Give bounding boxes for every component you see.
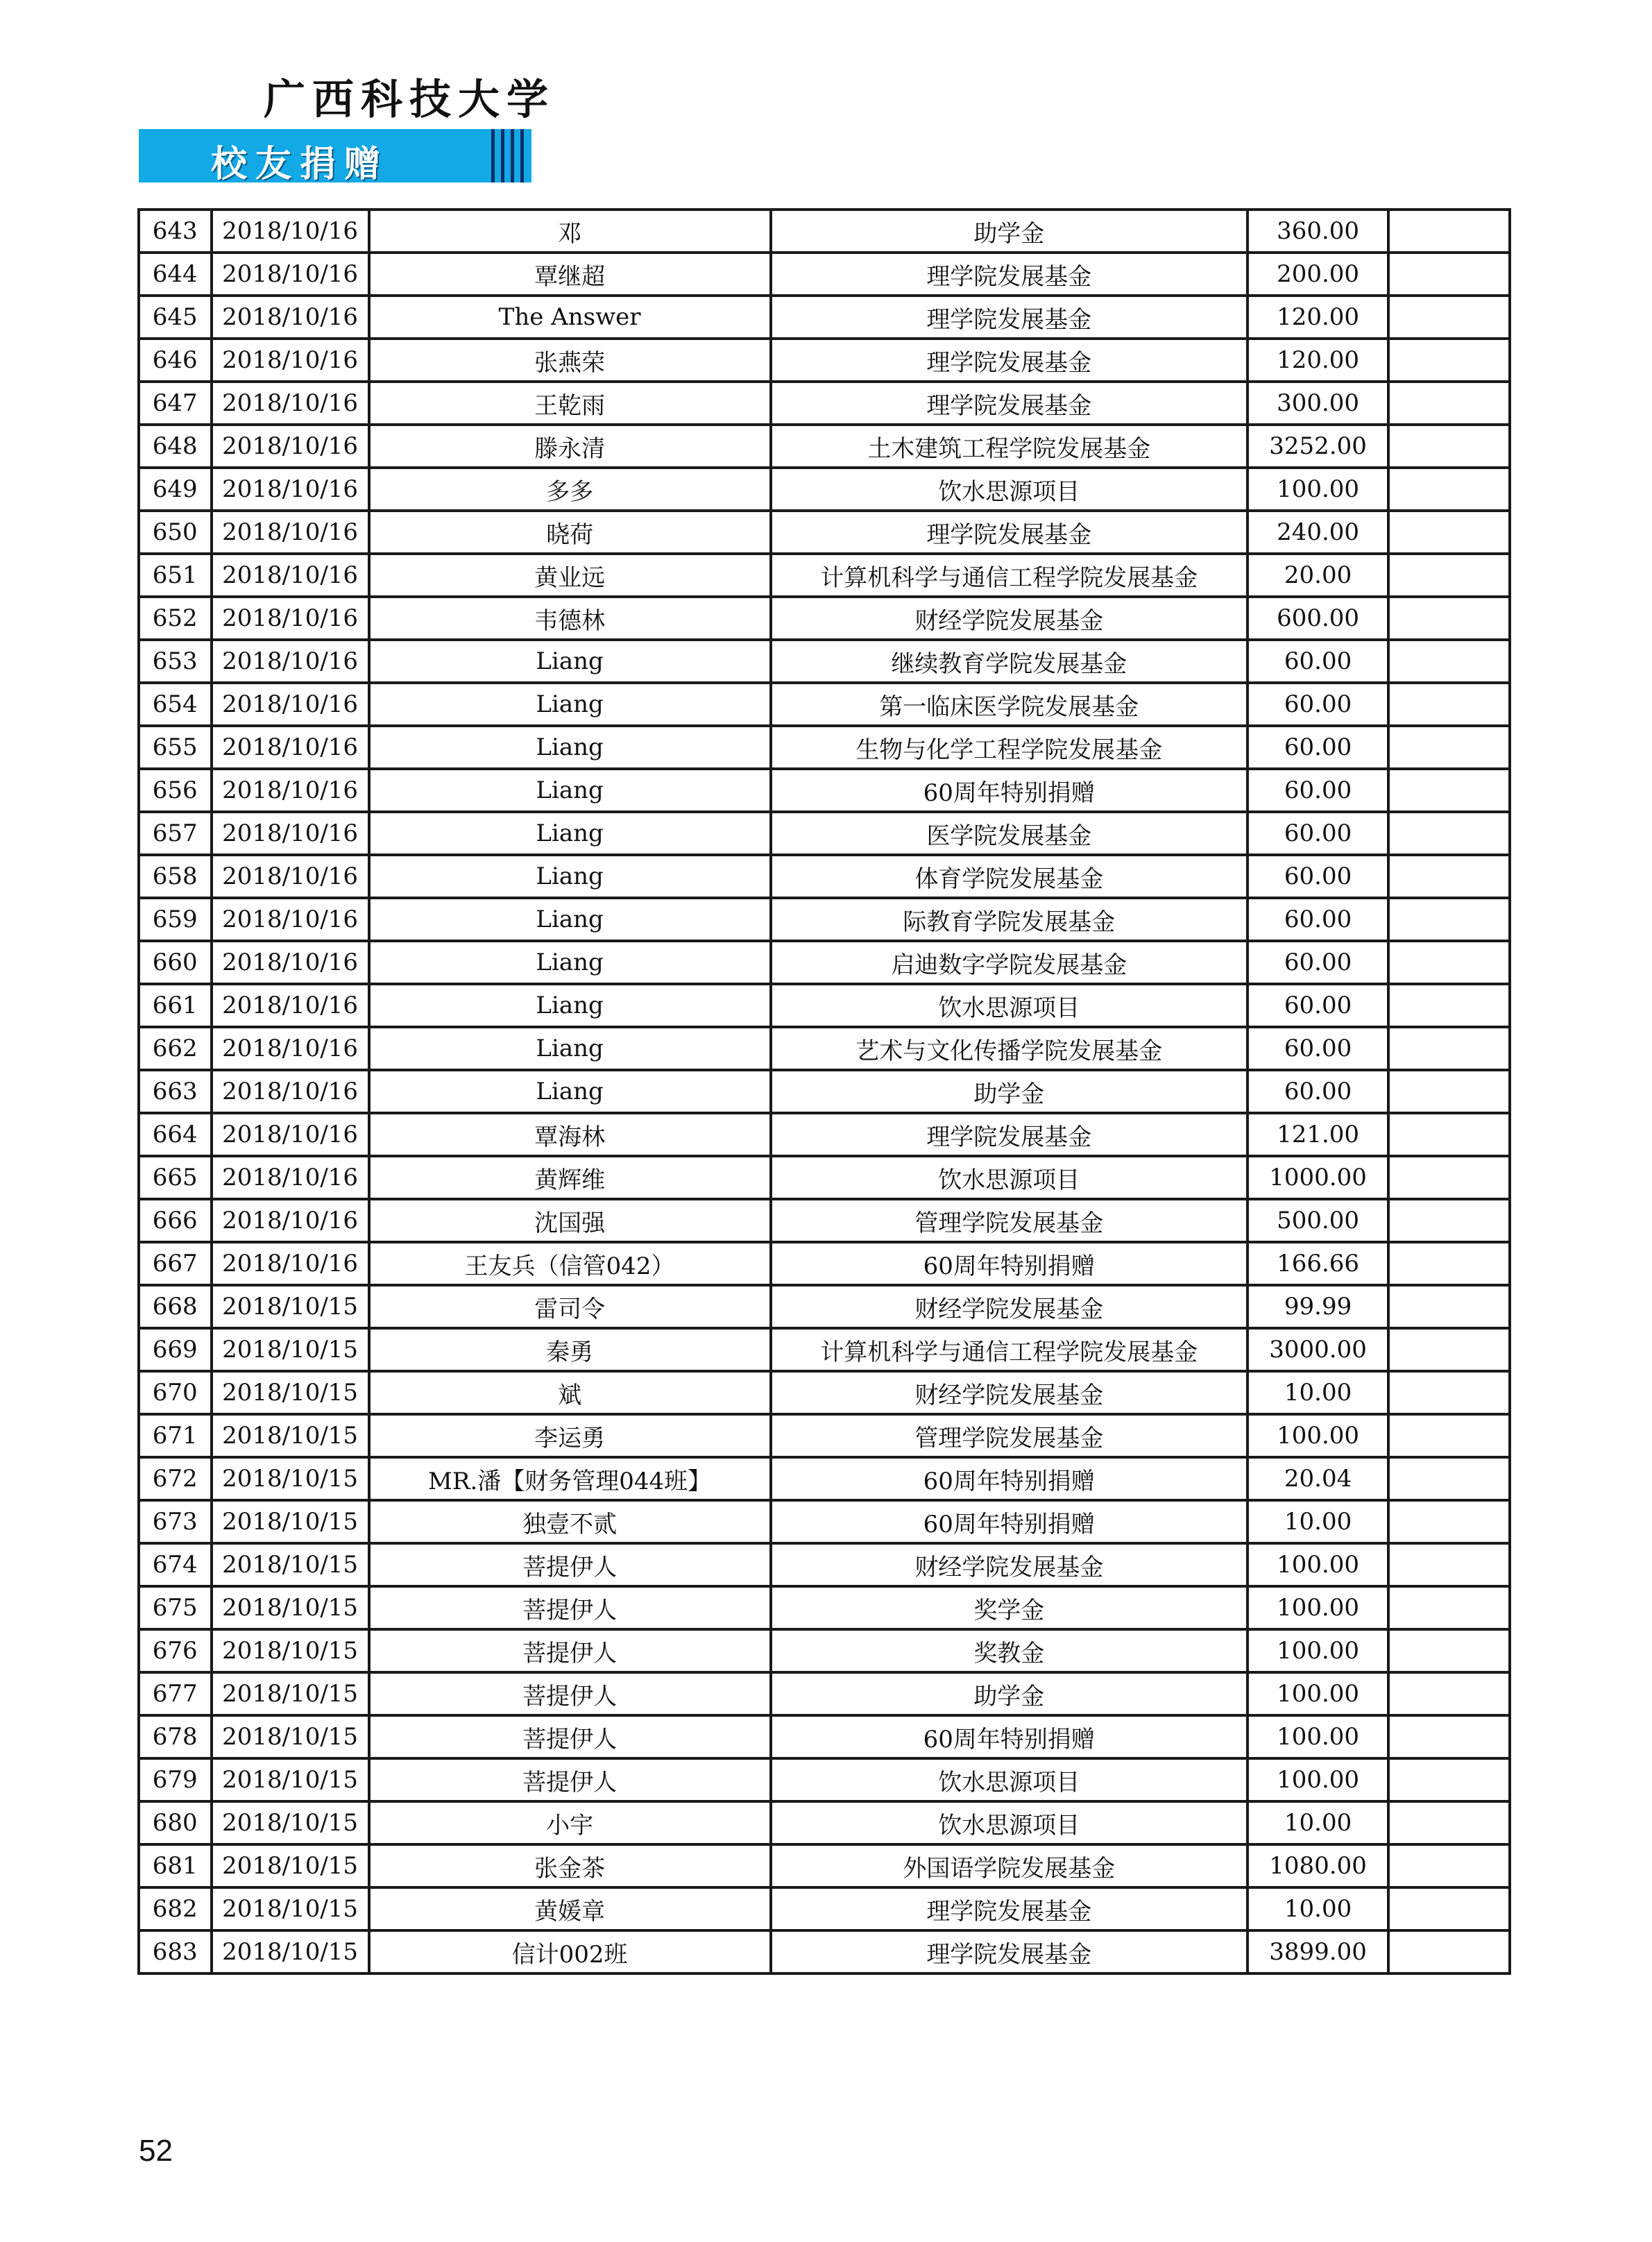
- row-number: 644: [139, 253, 212, 296]
- note-cell: [1388, 1457, 1510, 1500]
- row-number: 643: [139, 210, 212, 253]
- donor-name: 秦勇: [369, 1328, 771, 1371]
- donation-amount: 60.00: [1247, 726, 1388, 769]
- donation-amount: 60.00: [1247, 855, 1388, 898]
- table-row: [139, 1672, 1510, 1715]
- donation-amount: 10.00: [1247, 1887, 1388, 1930]
- donation-date: 2018/10/16: [212, 769, 369, 812]
- table-row: [139, 941, 1510, 984]
- donation-amount: 20.00: [1247, 554, 1388, 597]
- donation-amount: 3252.00: [1247, 425, 1388, 468]
- donation-date: 2018/10/16: [212, 984, 369, 1027]
- fund-name: 管理学院发展基金: [771, 1414, 1247, 1457]
- fund-name: 助学金: [771, 1070, 1247, 1113]
- fund-name: 际教育学院发展基金: [771, 898, 1247, 941]
- donation-date: 2018/10/16: [212, 382, 369, 425]
- donor-name: 雷司令: [369, 1285, 771, 1328]
- table-row: [139, 468, 1510, 511]
- fund-name: 财经学院发展基金: [771, 1285, 1247, 1328]
- donation-amount: 100.00: [1247, 1758, 1388, 1801]
- donation-date: 2018/10/16: [212, 941, 369, 984]
- fund-name: 第一临床医学院发展基金: [771, 683, 1247, 726]
- donor-name: Liang: [369, 1070, 771, 1113]
- fund-name: 60周年特别捐赠: [771, 1242, 1247, 1285]
- donor-name: Liang: [369, 1027, 771, 1070]
- fund-name: 60周年特别捐赠: [771, 769, 1247, 812]
- fund-name: 艺术与文化传播学院发展基金: [771, 1027, 1247, 1070]
- donation-amount: 60.00: [1247, 1070, 1388, 1113]
- donor-name: 晓荷: [369, 511, 771, 554]
- donor-name: 王乾雨: [369, 382, 771, 425]
- note-cell: [1388, 769, 1510, 812]
- fund-name: 助学金: [771, 1672, 1247, 1715]
- fund-name: 饮水思源项目: [771, 1801, 1247, 1844]
- fund-name: 饮水思源项目: [771, 468, 1247, 511]
- note-cell: [1388, 855, 1510, 898]
- row-number: 661: [139, 984, 212, 1027]
- note-cell: [1388, 1672, 1510, 1715]
- donor-name: 覃海林: [369, 1113, 771, 1156]
- fund-name: 财经学院发展基金: [771, 1371, 1247, 1414]
- donation-amount: 60.00: [1247, 1027, 1388, 1070]
- table-row: [139, 1500, 1510, 1543]
- table-row: [139, 640, 1510, 683]
- table-row: [139, 382, 1510, 425]
- donation-amount: 10.00: [1247, 1801, 1388, 1844]
- fund-name: 生物与化学工程学院发展基金: [771, 726, 1247, 769]
- fund-name: 管理学院发展基金: [771, 1199, 1247, 1242]
- donor-name: The Answer: [369, 296, 771, 339]
- row-number: 667: [139, 1242, 212, 1285]
- table-row: [139, 1543, 1510, 1586]
- donation-date: 2018/10/16: [212, 898, 369, 941]
- donor-name: 信计002班: [369, 1930, 771, 1973]
- donation-date: 2018/10/16: [212, 640, 369, 683]
- donor-name: 沈国强: [369, 1199, 771, 1242]
- fund-name: 60周年特别捐赠: [771, 1500, 1247, 1543]
- fund-name: 奖学金: [771, 1586, 1247, 1629]
- donation-date: 2018/10/15: [212, 1758, 369, 1801]
- donor-name: 独壹不贰: [369, 1500, 771, 1543]
- donation-amount: 3899.00: [1247, 1930, 1388, 1973]
- row-number: 651: [139, 554, 212, 597]
- row-number: 663: [139, 1070, 212, 1113]
- donation-amount: 20.04: [1247, 1457, 1388, 1500]
- donation-date: 2018/10/15: [212, 1930, 369, 1973]
- note-cell: [1388, 1113, 1510, 1156]
- row-number: 676: [139, 1629, 212, 1672]
- table-row: [139, 855, 1510, 898]
- table-row: [139, 683, 1510, 726]
- donation-amount: 200.00: [1247, 253, 1388, 296]
- table-row: [139, 1070, 1510, 1113]
- donor-name: 小宇: [369, 1801, 771, 1844]
- page-number: 52: [139, 2134, 173, 2168]
- row-number: 655: [139, 726, 212, 769]
- table-row: [139, 597, 1510, 640]
- row-number: 679: [139, 1758, 212, 1801]
- donation-amount: 10.00: [1247, 1371, 1388, 1414]
- donation-amount: 99.99: [1247, 1285, 1388, 1328]
- donation-amount: 240.00: [1247, 511, 1388, 554]
- donation-date: 2018/10/16: [212, 1199, 369, 1242]
- donor-name: Liang: [369, 640, 771, 683]
- fund-name: 土木建筑工程学院发展基金: [771, 425, 1247, 468]
- donor-name: 菩提伊人: [369, 1629, 771, 1672]
- row-number: 666: [139, 1199, 212, 1242]
- donor-name: 菩提伊人: [369, 1543, 771, 1586]
- table-row: [139, 253, 1510, 296]
- note-cell: [1388, 1715, 1510, 1758]
- table-row: [139, 210, 1510, 253]
- donation-date: 2018/10/16: [212, 296, 369, 339]
- donation-amount: 3000.00: [1247, 1328, 1388, 1371]
- note-cell: [1388, 726, 1510, 769]
- donor-name: Liang: [369, 855, 771, 898]
- donation-amount: 300.00: [1247, 382, 1388, 425]
- table-row: [139, 296, 1510, 339]
- section-banner: [139, 129, 531, 185]
- donation-date: 2018/10/16: [212, 554, 369, 597]
- row-number: 682: [139, 1887, 212, 1930]
- note-cell: [1388, 1070, 1510, 1113]
- table-row: [139, 1457, 1510, 1500]
- note-cell: [1388, 898, 1510, 941]
- donation-amount: 60.00: [1247, 769, 1388, 812]
- donor-name: 黄媛章: [369, 1887, 771, 1930]
- fund-name: 理学院发展基金: [771, 1930, 1247, 1973]
- donation-date: 2018/10/15: [212, 1715, 369, 1758]
- fund-name: 继续教育学院发展基金: [771, 640, 1247, 683]
- note-cell: [1388, 554, 1510, 597]
- row-number: 652: [139, 597, 212, 640]
- donation-amount: 500.00: [1247, 1199, 1388, 1242]
- row-number: 658: [139, 855, 212, 898]
- donation-amount: 100.00: [1247, 1414, 1388, 1457]
- donor-name: 黄辉维: [369, 1156, 771, 1199]
- fund-name: 助学金: [771, 210, 1247, 253]
- donation-date: 2018/10/15: [212, 1500, 369, 1543]
- row-number: 657: [139, 812, 212, 855]
- fund-name: 理学院发展基金: [771, 339, 1247, 382]
- donation-date: 2018/10/15: [212, 1629, 369, 1672]
- donor-name: Liang: [369, 898, 771, 941]
- table-row: [139, 511, 1510, 554]
- donor-name: 李运勇: [369, 1414, 771, 1457]
- donation-date: 2018/10/16: [212, 1070, 369, 1113]
- donation-amount: 60.00: [1247, 812, 1388, 855]
- note-cell: [1388, 1500, 1510, 1543]
- donor-name: Liang: [369, 683, 771, 726]
- table-row: [139, 425, 1510, 468]
- donor-name: Liang: [369, 984, 771, 1027]
- fund-name: 饮水思源项目: [771, 1758, 1247, 1801]
- fund-name: 财经学院发展基金: [771, 597, 1247, 640]
- fund-name: 理学院发展基金: [771, 296, 1247, 339]
- note-cell: [1388, 1027, 1510, 1070]
- row-number: 665: [139, 1156, 212, 1199]
- fund-name: 财经学院发展基金: [771, 1543, 1247, 1586]
- donation-date: 2018/10/15: [212, 1844, 369, 1887]
- note-cell: [1388, 1242, 1510, 1285]
- note-cell: [1388, 1629, 1510, 1672]
- donor-name: Liang: [369, 726, 771, 769]
- row-number: 654: [139, 683, 212, 726]
- donation-date: 2018/10/16: [212, 253, 369, 296]
- donor-name: 王友兵（信管042）: [369, 1242, 771, 1285]
- fund-name: 60周年特别捐赠: [771, 1457, 1247, 1500]
- donation-date: 2018/10/15: [212, 1801, 369, 1844]
- row-number: 656: [139, 769, 212, 812]
- donation-amount: 60.00: [1247, 984, 1388, 1027]
- table-row: [139, 769, 1510, 812]
- row-number: 680: [139, 1801, 212, 1844]
- row-number: 678: [139, 1715, 212, 1758]
- university-title: 广西科技大学: [264, 76, 555, 124]
- fund-name: 启迪数字学院发展基金: [771, 941, 1247, 984]
- donation-amount: 60.00: [1247, 898, 1388, 941]
- donation-date: 2018/10/16: [212, 1113, 369, 1156]
- row-number: 675: [139, 1586, 212, 1629]
- fund-name: 饮水思源项目: [771, 1156, 1247, 1199]
- donor-name: 多多: [369, 468, 771, 511]
- fund-name: 饮水思源项目: [771, 984, 1247, 1027]
- donation-amount: 1080.00: [1247, 1844, 1388, 1887]
- donation-date: 2018/10/16: [212, 468, 369, 511]
- donation-date: 2018/10/16: [212, 855, 369, 898]
- table-row: [139, 1887, 1510, 1930]
- donor-name: 菩提伊人: [369, 1715, 771, 1758]
- table-row: [139, 1758, 1510, 1801]
- table-row: [139, 554, 1510, 597]
- donor-name: 覃继超: [369, 253, 771, 296]
- donation-amount: 60.00: [1247, 941, 1388, 984]
- donation-date: 2018/10/16: [212, 812, 369, 855]
- note-cell: [1388, 1414, 1510, 1457]
- donation-date: 2018/10/15: [212, 1586, 369, 1629]
- row-number: 672: [139, 1457, 212, 1500]
- table-row: [139, 1586, 1510, 1629]
- table-row: [139, 1715, 1510, 1758]
- row-number: 669: [139, 1328, 212, 1371]
- banner-stripes: [487, 129, 531, 182]
- note-cell: [1388, 1156, 1510, 1199]
- donation-amount: 121.00: [1247, 1113, 1388, 1156]
- table-row: [139, 1844, 1510, 1887]
- note-cell: [1388, 382, 1510, 425]
- row-number: 660: [139, 941, 212, 984]
- note-cell: [1388, 253, 1510, 296]
- donor-name: Liang: [369, 812, 771, 855]
- donor-name: MR.潘【财务管理044班】: [369, 1457, 771, 1500]
- row-number: 662: [139, 1027, 212, 1070]
- note-cell: [1388, 1543, 1510, 1586]
- row-number: 683: [139, 1930, 212, 1973]
- fund-name: 医学院发展基金: [771, 812, 1247, 855]
- donor-name: 斌: [369, 1371, 771, 1414]
- table-row: [139, 1156, 1510, 1199]
- donation-amount: 120.00: [1247, 296, 1388, 339]
- table-row: [139, 812, 1510, 855]
- donation-date: 2018/10/15: [212, 1414, 369, 1457]
- note-cell: [1388, 1801, 1510, 1844]
- donation-amount: 1000.00: [1247, 1156, 1388, 1199]
- donor-name: 张燕荣: [369, 339, 771, 382]
- fund-name: 理学院发展基金: [771, 1113, 1247, 1156]
- donation-date: 2018/10/16: [212, 210, 369, 253]
- donation-date: 2018/10/16: [212, 683, 369, 726]
- donation-amount: 100.00: [1247, 1586, 1388, 1629]
- row-number: 668: [139, 1285, 212, 1328]
- row-number: 646: [139, 339, 212, 382]
- donor-name: Liang: [369, 941, 771, 984]
- donation-date: 2018/10/15: [212, 1457, 369, 1500]
- donation-amount: 100.00: [1247, 468, 1388, 511]
- donation-amount: 360.00: [1247, 210, 1388, 253]
- table-row: [139, 1930, 1510, 1973]
- table-row: [139, 1801, 1510, 1844]
- donation-amount: 600.00: [1247, 597, 1388, 640]
- section-title: 校友捐赠: [211, 144, 389, 185]
- note-cell: [1388, 812, 1510, 855]
- donation-date: 2018/10/16: [212, 1242, 369, 1285]
- note-cell: [1388, 339, 1510, 382]
- donation-date: 2018/10/16: [212, 1027, 369, 1070]
- donation-date: 2018/10/16: [212, 425, 369, 468]
- donation-date: 2018/10/15: [212, 1887, 369, 1930]
- donation-amount: 100.00: [1247, 1715, 1388, 1758]
- note-cell: [1388, 984, 1510, 1027]
- donation-table-body: [139, 210, 1510, 1973]
- note-cell: [1388, 640, 1510, 683]
- donation-amount: 10.00: [1247, 1500, 1388, 1543]
- donor-name: 黄业远: [369, 554, 771, 597]
- donation-date: 2018/10/15: [212, 1672, 369, 1715]
- fund-name: 理学院发展基金: [771, 253, 1247, 296]
- table-row: [139, 726, 1510, 769]
- donor-name: 韦德林: [369, 597, 771, 640]
- donation-date: 2018/10/16: [212, 511, 369, 554]
- row-number: 647: [139, 382, 212, 425]
- note-cell: [1388, 1930, 1510, 1973]
- note-cell: [1388, 1887, 1510, 1930]
- note-cell: [1388, 468, 1510, 511]
- donation-amount: 60.00: [1247, 640, 1388, 683]
- note-cell: [1388, 425, 1510, 468]
- fund-name: 外国语学院发展基金: [771, 1844, 1247, 1887]
- note-cell: [1388, 296, 1510, 339]
- fund-name: 体育学院发展基金: [771, 855, 1247, 898]
- note-cell: [1388, 941, 1510, 984]
- row-number: 650: [139, 511, 212, 554]
- donation-amount: 100.00: [1247, 1543, 1388, 1586]
- row-number: 653: [139, 640, 212, 683]
- row-number: 671: [139, 1414, 212, 1457]
- row-number: 670: [139, 1371, 212, 1414]
- table-row: [139, 1328, 1510, 1371]
- donation-date: 2018/10/16: [212, 1156, 369, 1199]
- donation-date: 2018/10/16: [212, 339, 369, 382]
- donor-name: 菩提伊人: [369, 1672, 771, 1715]
- fund-name: 60周年特别捐赠: [771, 1715, 1247, 1758]
- fund-name: 奖教金: [771, 1629, 1247, 1672]
- table-row: [139, 1242, 1510, 1285]
- donation-date: 2018/10/16: [212, 726, 369, 769]
- row-number: 645: [139, 296, 212, 339]
- fund-name: 计算机科学与通信工程学院发展基金: [771, 554, 1247, 597]
- row-number: 649: [139, 468, 212, 511]
- table-row: [139, 1199, 1510, 1242]
- row-number: 677: [139, 1672, 212, 1715]
- donor-name: 菩提伊人: [369, 1586, 771, 1629]
- donation-date: 2018/10/15: [212, 1371, 369, 1414]
- table-row: [139, 1371, 1510, 1414]
- donor-name: 滕永清: [369, 425, 771, 468]
- donation-amount: 120.00: [1247, 339, 1388, 382]
- donor-name: 张金茶: [369, 1844, 771, 1887]
- note-cell: [1388, 1285, 1510, 1328]
- fund-name: 理学院发展基金: [771, 511, 1247, 554]
- donor-name: Liang: [369, 769, 771, 812]
- table-row: [139, 1113, 1510, 1156]
- note-cell: [1388, 1758, 1510, 1801]
- donation-date: 2018/10/15: [212, 1543, 369, 1586]
- table-row: [139, 1629, 1510, 1672]
- table-row: [139, 1285, 1510, 1328]
- note-cell: [1388, 1586, 1510, 1629]
- row-number: 674: [139, 1543, 212, 1586]
- note-cell: [1388, 511, 1510, 554]
- donation-amount: 100.00: [1247, 1672, 1388, 1715]
- note-cell: [1388, 1328, 1510, 1371]
- table-row: [139, 1027, 1510, 1070]
- table-row: [139, 898, 1510, 941]
- note-cell: [1388, 1199, 1510, 1242]
- fund-name: 计算机科学与通信工程学院发展基金: [771, 1328, 1247, 1371]
- note-cell: [1388, 1844, 1510, 1887]
- note-cell: [1388, 210, 1510, 253]
- donor-name: 菩提伊人: [369, 1758, 771, 1801]
- donation-table: [137, 208, 1511, 1975]
- note-cell: [1388, 1371, 1510, 1414]
- fund-name: 理学院发展基金: [771, 382, 1247, 425]
- donation-date: 2018/10/15: [212, 1328, 369, 1371]
- donation-amount: 166.66: [1247, 1242, 1388, 1285]
- table-row: [139, 984, 1510, 1027]
- note-cell: [1388, 597, 1510, 640]
- row-number: 648: [139, 425, 212, 468]
- note-cell: [1388, 683, 1510, 726]
- donation-amount: 60.00: [1247, 683, 1388, 726]
- donation-date: 2018/10/16: [212, 597, 369, 640]
- table-row: [139, 339, 1510, 382]
- row-number: 673: [139, 1500, 212, 1543]
- donation-date: 2018/10/15: [212, 1285, 369, 1328]
- fund-name: 理学院发展基金: [771, 1887, 1247, 1930]
- row-number: 664: [139, 1113, 212, 1156]
- row-number: 659: [139, 898, 212, 941]
- donation-amount: 100.00: [1247, 1629, 1388, 1672]
- donor-name: 邓: [369, 210, 771, 253]
- table-row: [139, 1414, 1510, 1457]
- row-number: 681: [139, 1844, 212, 1887]
